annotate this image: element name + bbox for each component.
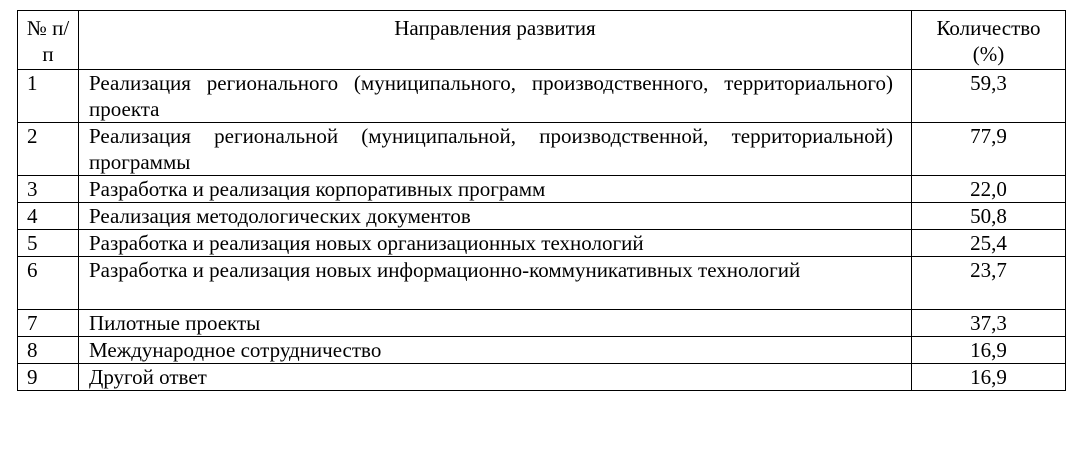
row-value: 16,9	[912, 337, 1066, 364]
row-direction: Другой ответ	[79, 364, 912, 391]
row-num: 1	[18, 70, 79, 123]
table-row	[18, 70, 1066, 123]
table-header-row	[18, 11, 1066, 70]
table-row	[18, 364, 1066, 391]
row-direction: Реализация региональной (муниципальной, производственной, территориальной) программы	[79, 123, 912, 176]
table-row	[18, 176, 1066, 203]
table-row	[18, 337, 1066, 364]
row-value: 23,7	[912, 257, 1066, 310]
row-direction: Разработка и реализация корпоративных программ	[79, 176, 912, 203]
header-quantity: Количество (%)	[912, 11, 1066, 70]
row-direction: Реализация методологических документов	[79, 203, 912, 230]
row-num: 4	[18, 203, 79, 230]
table-row	[18, 257, 1066, 310]
row-direction: Международное сотрудничество	[79, 337, 912, 364]
table-row	[18, 123, 1066, 176]
row-direction: Пилотные проекты	[79, 310, 912, 337]
table-row	[18, 230, 1066, 257]
row-num: 7	[18, 310, 79, 337]
row-num: 2	[18, 123, 79, 176]
header-direction: Направления развития	[79, 11, 912, 70]
table-row	[18, 310, 1066, 337]
row-value: 22,0	[912, 176, 1066, 203]
row-direction: Разработка и реализация новых организационных технологий	[79, 230, 912, 257]
row-num: 5	[18, 230, 79, 257]
row-value: 59,3	[912, 70, 1066, 123]
row-value: 16,9	[912, 364, 1066, 391]
table-row	[18, 203, 1066, 230]
row-value: 77,9	[912, 123, 1066, 176]
row-num: 8	[18, 337, 79, 364]
row-direction: Разработка и реализация новых информационно-коммуникативных технологий	[79, 257, 912, 310]
row-value: 37,3	[912, 310, 1066, 337]
row-num: 3	[18, 176, 79, 203]
row-direction: Реализация регионального (муниципального, производственного, территориального) проекта	[79, 70, 912, 123]
row-value: 50,8	[912, 203, 1066, 230]
development-directions-table	[17, 10, 1066, 391]
header-num: № п/п	[18, 11, 79, 70]
row-num: 9	[18, 364, 79, 391]
row-value: 25,4	[912, 230, 1066, 257]
row-num: 6	[18, 257, 79, 310]
